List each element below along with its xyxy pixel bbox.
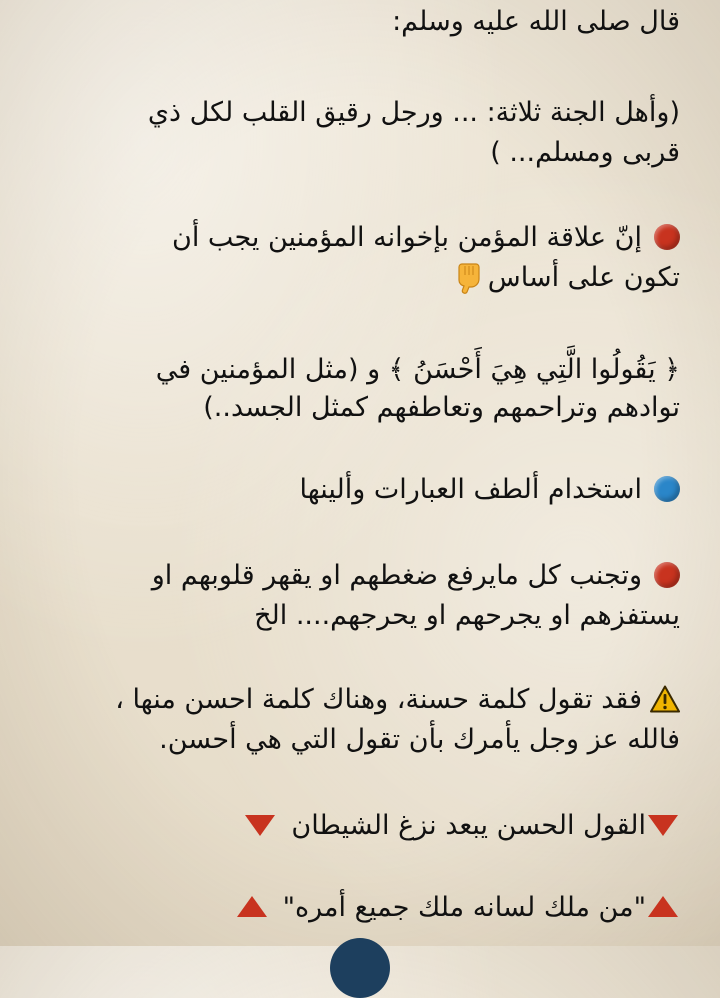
text-line-avoid-1 — [62, 556, 680, 596]
hadith-text-2: قربى ومسلم... ) — [490, 137, 680, 168]
text-line-avoid-2 — [62, 596, 680, 636]
words-text: استخدام ألطف العبارات وألينها — [299, 474, 642, 505]
text-line-quran-2 — [62, 388, 680, 428]
text-line-relation-1 — [62, 218, 680, 258]
red-circle-icon — [654, 224, 680, 250]
red-triangle-up-icon — [646, 894, 680, 920]
hadith-text-1: (وأهل الجنة ثلاثة: ... ورجل رقيق القلب لكل ذي — [147, 97, 680, 128]
satan-text: القول الحسن يبعد نزغ الشيطان — [291, 810, 646, 841]
better-text-1: فقد تقول كلمة حسنة، وهناك كلمة احسن منها ، — [115, 684, 642, 715]
relation-text-1: إنّ علاقة المؤمن بإخوانه المؤمنين يجب أن — [172, 222, 642, 253]
text-line-better-2 — [62, 720, 680, 760]
red-triangle-up-icon — [235, 894, 269, 920]
red-circle-icon — [654, 562, 680, 588]
red-triangle-down-icon — [243, 812, 277, 838]
avoid-text-1: وتجنب كل مايرفع ضغطهم او يقهر قلوبهم او — [151, 560, 642, 591]
relation-text-2: تكون على أساس — [487, 262, 680, 293]
text-line-intro — [62, 2, 680, 42]
avoid-text-2: يستفزهم او يجرحهم او يحرجهم.... الخ — [254, 600, 680, 631]
text-line-tongue — [62, 888, 680, 928]
text-line-hadith-2 — [62, 133, 680, 173]
quran-text-2: توادهم وتراحمهم وتعاطفهم كمثل الجسد..) — [203, 392, 680, 423]
text-line-better-1 — [62, 680, 680, 720]
text-line-quran-1 — [62, 350, 680, 390]
blue-circle-icon — [654, 476, 680, 502]
tongue-text: "من ملك لسانه ملك جميع أمره" — [282, 892, 646, 923]
better-text-2: فالله عز وجل يأمرك بأن تقول التي هي أحسن. — [159, 724, 680, 755]
text-line-words — [62, 470, 680, 510]
text-line-relation-2 — [62, 258, 680, 298]
red-triangle-down-icon — [646, 812, 680, 838]
text-line-satan — [62, 806, 680, 846]
pointing-down-hand-icon — [456, 262, 482, 294]
quran-text-1: ﴿ يَقُولُوا الَّتِي هِيَ أَحْسَنُ ﴾ و (مثل المؤمنين في — [155, 354, 680, 385]
text-line-hadith-1 — [62, 93, 680, 133]
bottom-circle-button[interactable] — [330, 938, 390, 998]
intro-text: قال صلى الله عليه وسلم: — [392, 6, 680, 37]
warning-icon — [650, 685, 680, 713]
